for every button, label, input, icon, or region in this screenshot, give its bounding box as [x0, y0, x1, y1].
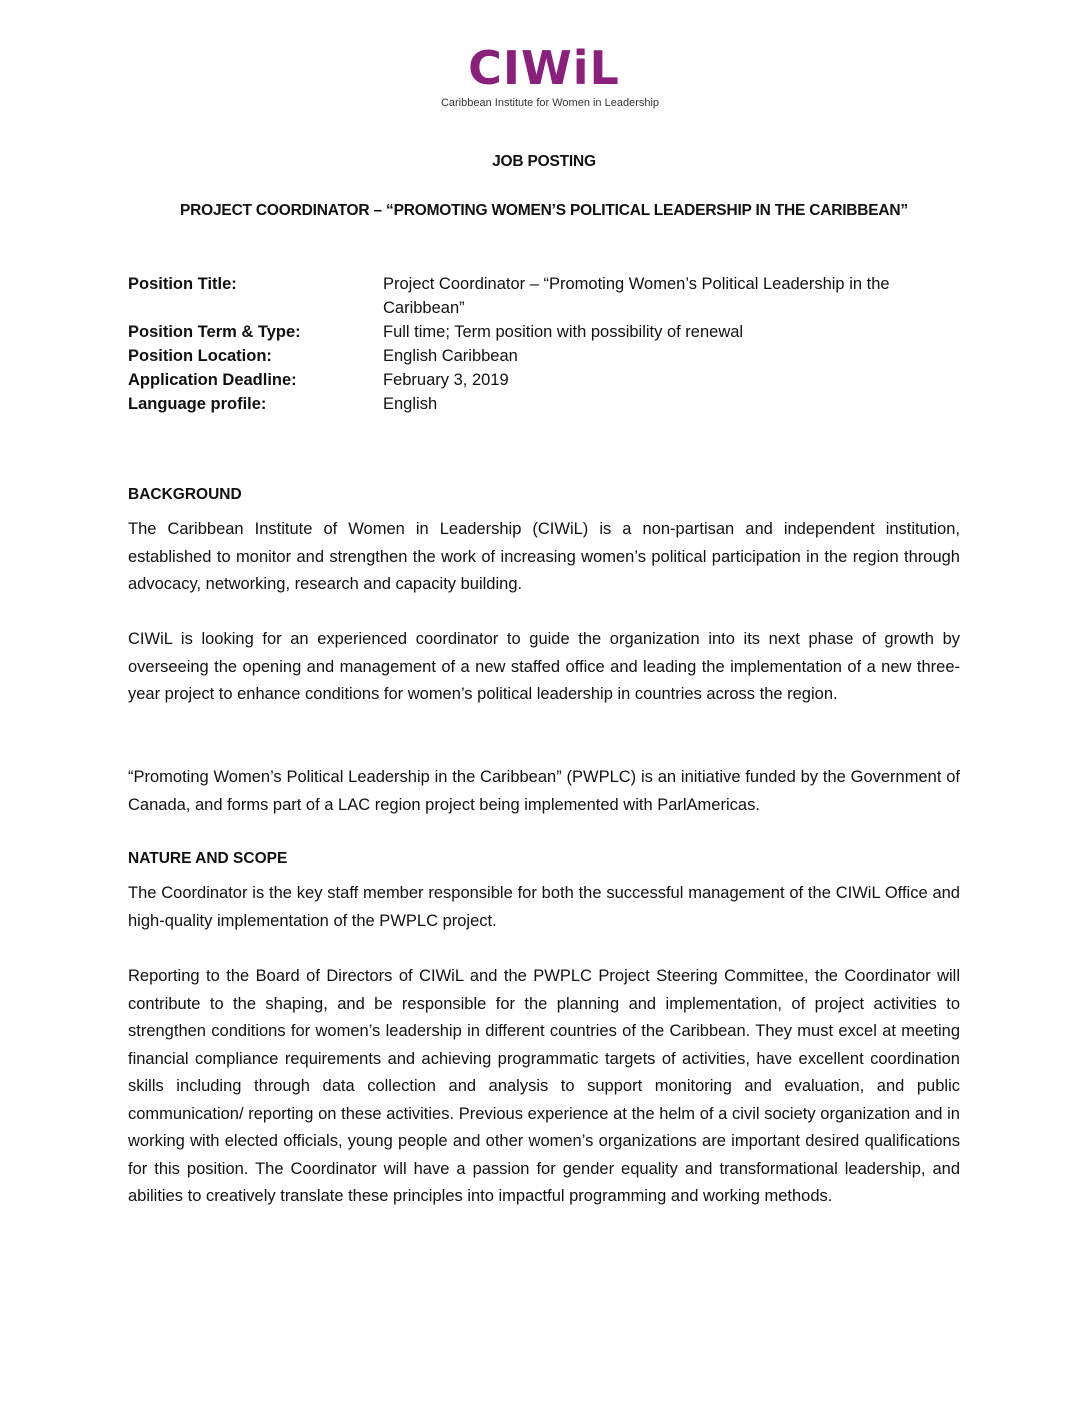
position-details: [128, 272, 968, 416]
detail-label: Position Title:: [128, 275, 237, 293]
background-paragraph: The Caribbean Institute of Women in Leadership (CIWiL) is a non-partisan and independent institution, established to monitor and strengthen the work of increasing women’s political participation in the region through advocacy, networking, research and capacity building.: [128, 520, 960, 593]
detail-row: [128, 320, 968, 344]
section-heading-background: BACKGROUND: [128, 486, 242, 503]
detail-label: Position Location:: [128, 347, 272, 365]
section-heading-nature-scope: NATURE AND SCOPE: [128, 850, 288, 867]
logo-wordmark: CIWiL: [468, 41, 620, 95]
detail-label: Language profile:: [128, 395, 267, 413]
nature-paragraph: The Coordinator is the key staff member responsible for both the successful management of the CIWiL Office and high-quality implementation of the PWPLC project.: [128, 884, 960, 930]
nature-paragraph: Reporting to the Board of Directors of CIWiL and the PWPLC Project Steering Committee, the Coordinator will contribute to the shaping, and be responsible for the planning and implementation, of project activities to strengthen conditions for women’s leadership in different countries of the Caribbean. They must excel at meeting financial compliance requirements and achieving programmatic targets of activities, have excellent coordination skills including through data collection and analysis to support monitoring and evaluation, and public communication/ reporting on these activities. Previous experience at the helm of a civil society organization and in working with elected officials, young people and other women’s organizations are important desired qualifications for this position. The Coordinator will have a passion for gender equality and transformational leadership, and abilities to creatively translate these principles into impactful programming and working methods.: [128, 967, 960, 1205]
detail-label: Position Term & Type:: [128, 323, 301, 341]
detail-row: [128, 344, 968, 368]
detail-row: [128, 392, 968, 416]
detail-label: Application Deadline:: [128, 371, 297, 389]
detail-row: [128, 368, 968, 392]
detail-value: February 3, 2019: [383, 371, 509, 389]
logo-tagline: Caribbean Institute for Women in Leadership: [440, 97, 660, 109]
detail-value: English Caribbean: [383, 347, 518, 365]
detail-row: [128, 272, 968, 320]
detail-value: Full time; Term position with possibility of renewal: [383, 323, 744, 341]
detail-value: Project Coordinator – “Promoting Women’s Political Leadership in the Caribbean”: [383, 275, 890, 317]
position-subtitle: PROJECT COORDINATOR – “PROMOTING WOMEN’S POLITICAL LEADERSHIP IN THE CARIBBEAN”: [180, 202, 908, 219]
ciwil-logo: [0, 40, 1088, 110]
detail-value: English: [383, 395, 438, 413]
page-title: JOB POSTING: [492, 153, 596, 170]
background-paragraph: “Promoting Women’s Political Leadership in the Caribbean” (PWPLC) is an initiative funded by the Government of Canada, and forms part of a LAC region project being implemented with ParlAmericas.: [128, 768, 960, 814]
background-paragraph: CIWiL is looking for an experienced coordinator to guide the organization into its next phase of growth by overseeing the opening and management of a new staffed office and leading the implementation of a new three-year project to enhance conditions for women’s political leadership in countries across the region.: [128, 630, 960, 703]
